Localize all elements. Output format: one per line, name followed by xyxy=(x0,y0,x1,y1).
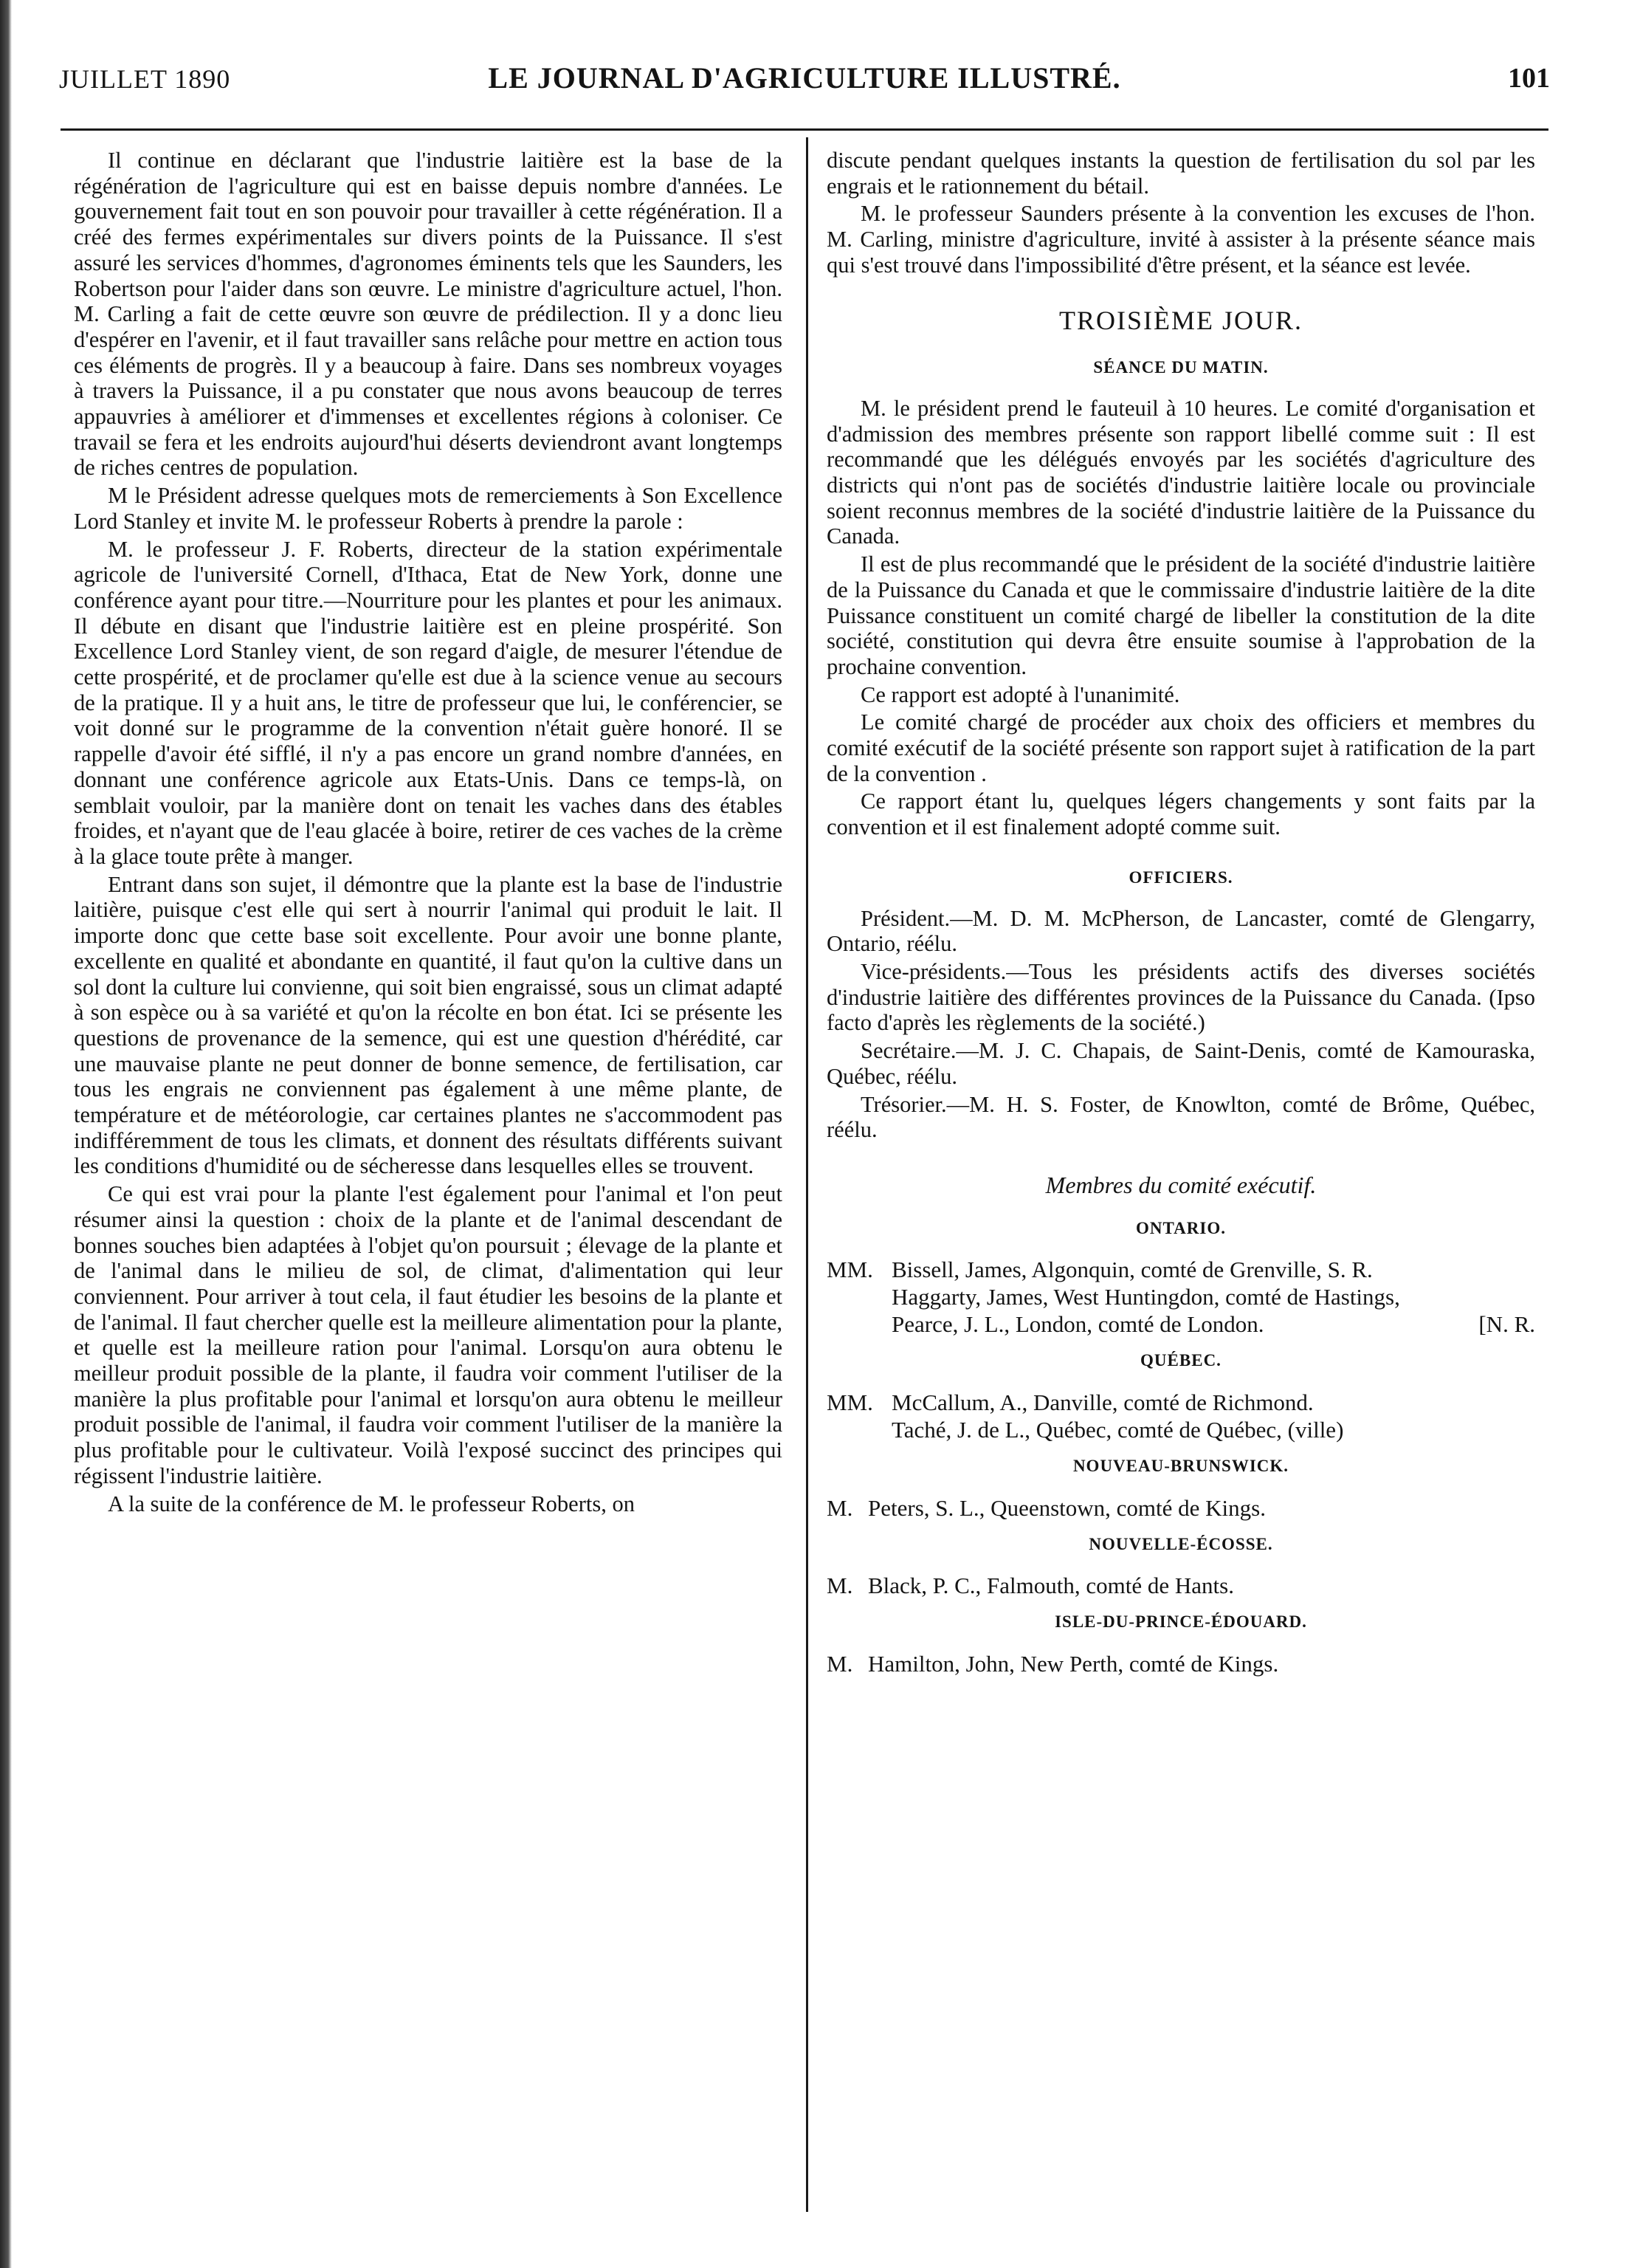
member-line: Pearce, J. L., London, comté de London. xyxy=(892,1311,1264,1338)
paragraph: M. le professeur J. F. Roberts, directeur de la station expérimentale agricole de l'université Cornell, d'Ithaca, Etat de New York, donne une conférence ayant pour titre.—Nourriture pour les plantes et pour les animaux. Il débute en disant que l'industrie laitière est en pleine prospérité. Son Excellence Lord Stanley vient, de son regard d'aigle, de mesurer l'étendue de cette prospérité, et de proclamer qu'elle est due à la science venue au secours de la pratique. Il y a huit ans, le titre de professeur que lui, le conférencier, se voit donné sur le programme de la convention n'était guère honoré. Il se rappelle d'avoir été sifflé, il n'y a pas encore un grand nombre d'années, en donnant une conférence agricole aux Etats-Unis. Dans ce temps-là, on semblait vouloir, par la manière dont on tenait les vaches dans des étables froides, et n'ayant que de l'eau glacée à boire, retirer de ces vaches de la crème à la glace toute prête à manger. xyxy=(74,536,782,869)
member-list-quebec xyxy=(827,1389,1535,1443)
header-rule xyxy=(61,128,1548,131)
session-title: SÉANCE DU MATIN. xyxy=(1093,358,1269,377)
member-lines xyxy=(868,1650,1535,1677)
member-list-nouvelle-ecosse xyxy=(827,1572,1535,1599)
officer-role: Trésorier. xyxy=(861,1091,947,1117)
member-line: Bissell, James, Algonquin, comté de Grenville, S. R. xyxy=(892,1257,1373,1283)
officer-entry xyxy=(827,1038,1535,1089)
member-lines xyxy=(868,1494,1535,1522)
paragraph-continuation: discute pendant quelques instants la question de fertilisation du sol par les engrais et le rationnement du bétail. xyxy=(827,148,1535,199)
paragraph: Il est de plus recommandé que le président de la société d'industrie laitière de la Puissance du Canada et que le commissaire d'industrie laitière de la dite Puissance constituent un comité chargé de libeller la constitution de la dite société, constitution qui devra être ensuite soumise à l'approbation de la prochaine convention. xyxy=(827,551,1535,679)
paragraph: Il continue en déclarant que l'industrie laitière est la base de la régénération de l'agriculture qui est en baisse depuis nombre d'années. Le gouvernement fait tout en son pouvoir pour travailler à cette régénération. Il a créé des fermes expérimentales sur divers points de la Puissance. Il s'est assuré les services d'hommes, d'agronomes éminents tels que les Saunders, les Robertson pour l'aider dans son œuvre. Le ministre d'agriculture actuel, l'hon. M. Carling a fait de cette œuvre son œuvre de prédilection. Il y a donc lieu d'espérer en l'avenir, et il faut travailler sans relâche pour mettre en action tous ces éléments de progrès. Il y a beaucoup à faire. Dans ses nombreux voyages à travers la Puissance, il a pu constater que nous avons beaucoup de terres appauvries à améliorer et d'immenses et excellentes régions à coloniser. Ce travail se fera et les endroits aujourd'hui déserts deviendront avant longtemps de riches centres de population. xyxy=(74,148,782,481)
member-row xyxy=(827,1256,1535,1338)
member-prefix: M. xyxy=(827,1573,853,1599)
page-number: 101 xyxy=(1508,63,1550,94)
header-date: JUILLET 1890 xyxy=(59,64,231,94)
member-list-ile-du-prince-edouard xyxy=(827,1650,1535,1677)
member-line: Peters, S. L., Queenstown, comté de Kings. xyxy=(868,1494,1266,1521)
member-lines xyxy=(892,1256,1535,1338)
paragraph: Ce qui est vrai pour la plante l'est également pour l'animal et l'on peut résumer ainsi la question : choix de la plante et de l'animal descendant de bonnes souches bien adaptées à l'objet qu'on poursuit ; élevage de la plante et de l'animal dans le milieu de sol, de climat, d'alimentation qui leur conviennent. Pour arriver à tout cela, il faut étudier les besoins de la plante et de l'animal. Il faut chercher quelle est la meilleure alimentation pour la plante, et quelle est la meilleure ration pour l'animal. Lorsqu'on aura obtenu le meilleur produit possible de la plante, il faudra voir comment l'utiliser de la manière la plus profitable pour l'animal et lorsqu'on aura obtenu le meilleur produit possible de l'animal, il faudra voir comment l'utiliser de la manière la plus profitable pour le cultivateur. Voilà l'exposé succinct des principes qui régissent l'industrie laitière. xyxy=(74,1181,782,1488)
province-heading-ontario: ONTARIO. xyxy=(1136,1218,1226,1237)
member-line: Hamilton, John, New Perth, comté de Kings. xyxy=(868,1651,1279,1677)
officers-heading: OFFICIERS. xyxy=(1129,867,1233,887)
paragraph: M. le président prend le fauteuil à 10 heures. Le comité d'organisation et d'admission des membres présente son rapport libellé comme suit : Il est recommandé que les délégués envoyés par les sociétés d'agriculture des districts qui n'ont pas de sociétés d'industrie laitière locale ou provinciale soient reconnus membres de la société d'industrie laitière de la Puissance du Canada. xyxy=(827,395,1535,549)
officer-role: Président. xyxy=(861,905,951,931)
paragraph: M. le professeur Saunders présente à la convention les excuses de l'hon. M. Carling, ministre d'agriculture, invité à assister à la présente séance mais qui s'est trouvé dans l'impossibilité d'être présent, et la séance est levée. xyxy=(827,201,1535,278)
officer-text: —Tous les présidents actifs des diverses sociétés d'industrie laitière des différentes provinces de la Puissance du Canada. (Ipso facto d'après les règlements de la société.) xyxy=(827,958,1535,1036)
journal-title: LE JOURNAL D'AGRICULTURE ILLUSTRÉ. xyxy=(488,61,1121,94)
paragraph: Ce rapport est adopté à l'unanimité. xyxy=(861,681,1180,707)
officer-entry xyxy=(827,906,1535,957)
member-prefix: M. xyxy=(827,1651,853,1677)
paragraph: Entrant dans son sujet, il démontre que la plante est la base de l'industrie laitière, puisque c'est elle qui sert à nourrir l'animal qui produit le lait. Il importe donc que cette base soit excellente. Pour avoir une bonne plante, excellente en qualité et abondante en quantité, il faut qu'on la cultive dans un sol dont la culture lui convienne, qui soit bien engraissé, sous un climat adapté à son espèce ou à sa variété et qu'on la récolte en bon état. Ici se présente les questions de provenance de la semence, qui est une question d'hérédité, car une mauvaise plante ne peut donner de bonne semence, de fertilisation, car tous les engrais ne conviennent pas également à une même plante, de température et de météorologie, car certaines plantes ne s'accommodent pas indifféremment de tous les climats, et donnent des résultats différents suivant les conditions d'humidité ou de sécheresse dans lesquelles elles se trouvent. xyxy=(74,871,782,1179)
officer-role: Secrétaire. xyxy=(861,1038,957,1064)
member-line: Haggarty, James, West Huntingdon, comté de Hastings, xyxy=(892,1284,1400,1310)
executive-heading: Membres du comité exécutif. xyxy=(1045,1171,1317,1198)
member-line: Black, P. C., Falmouth, comté de Hants. xyxy=(868,1573,1234,1599)
member-line: McCallum, A., Danville, comté de Richmond. xyxy=(892,1389,1314,1416)
officer-text: —M. J. C. Chapais, de Saint-Denis, comté de Kamouraska, Québec, réélu. xyxy=(827,1038,1535,1089)
officer-entry xyxy=(827,1092,1535,1143)
officer-text: —M. H. S. Foster, de Knowlton, comté de Brôme, Québec, réélu. xyxy=(827,1091,1535,1143)
member-prefix: MM. xyxy=(827,1389,873,1416)
member-list-ontario xyxy=(827,1256,1535,1338)
member-line-wrapper xyxy=(892,1310,1535,1338)
left-column xyxy=(74,148,782,1519)
paragraph: M le Président adresse quelques mots de remerciements à Son Excellence Lord Stanley et invite M. le professeur Roberts à prendre la parole : xyxy=(74,483,782,534)
member-row xyxy=(827,1494,1535,1522)
right-column xyxy=(827,148,1535,1688)
officer-entry xyxy=(827,959,1535,1036)
member-prefix: MM. xyxy=(827,1257,873,1283)
column-divider xyxy=(806,137,808,2212)
member-row xyxy=(827,1389,1535,1443)
member-line: Taché, J. de L., Québec, comté de Québec, (ville) xyxy=(892,1417,1344,1443)
paragraph: Le comité chargé de procéder aux choix des officiers et membres du comité exécutif de la société présente son rapport sujet à ratification de la part de la convention . xyxy=(827,709,1535,786)
province-heading-quebec: QUÉBEC. xyxy=(1140,1351,1222,1370)
officer-text: —M. D. M. McPherson, de Lancaster, comté de Glengarry, Ontario, réélu. xyxy=(827,905,1535,957)
page-header xyxy=(59,59,1550,103)
province-heading-ile-du-prince-edouard: ISLE-DU-PRINCE-ÉDOUARD. xyxy=(1055,1612,1307,1632)
section-title: TROISIÈME JOUR. xyxy=(1058,305,1303,335)
member-row xyxy=(827,1572,1535,1599)
member-prefix: M. xyxy=(827,1494,853,1521)
member-list-nouveau-brunswick xyxy=(827,1494,1535,1522)
paragraph: A la suite de la conférence de M. le professeur Roberts, on xyxy=(108,1491,635,1516)
paragraph: Ce rapport étant lu, quelques légers changements y sont faits par la convention et il est finalement adopté comme suit. xyxy=(827,788,1535,840)
page-binding-edge xyxy=(0,0,12,2268)
officer-role: Vice-présidents. xyxy=(861,958,1007,984)
province-heading-nouveau-brunswick: NOUVEAU-BRUNSWICK. xyxy=(1072,1457,1289,1476)
member-note: [N. R. xyxy=(1478,1311,1535,1338)
member-row xyxy=(827,1650,1535,1677)
member-lines xyxy=(892,1389,1535,1443)
member-lines xyxy=(868,1572,1535,1599)
province-heading-nouvelle-ecosse: NOUVELLE-ÉCOSSE. xyxy=(1089,1534,1273,1553)
